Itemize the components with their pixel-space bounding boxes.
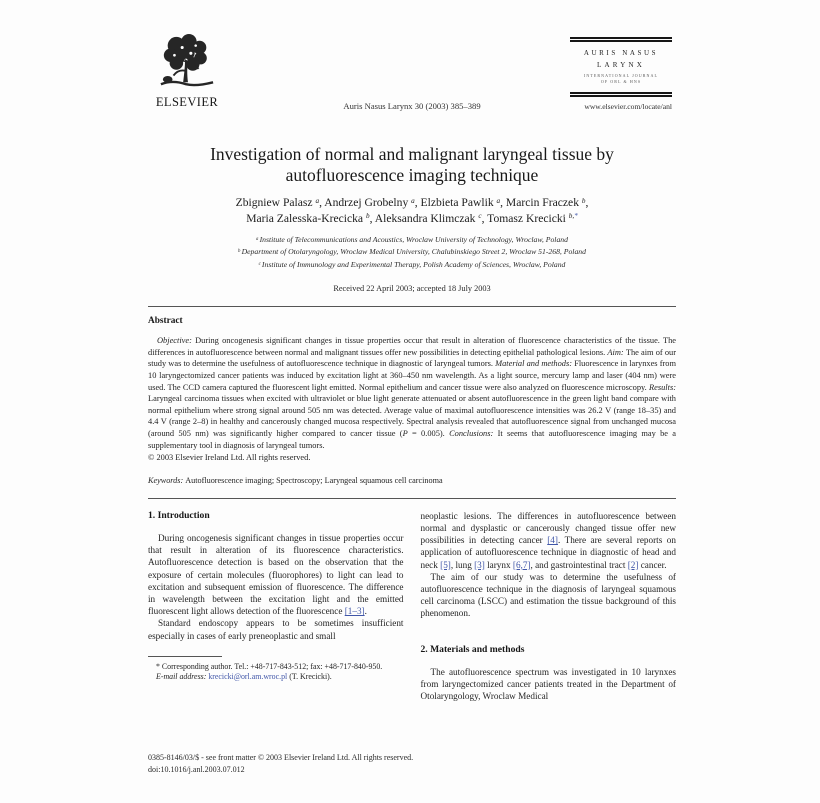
journal-title-line1: AURIS NASUS bbox=[583, 49, 659, 57]
journal-header bbox=[148, 34, 676, 118]
continuation-paragraph-1: neoplastic lesions. The differences in autofluorescence between normal and dysplastic or cancerously changed tissue offer new possibilities in detecting cancer [4]. There are several reports on application of autofluorescence technique in diagnostic of head and neck [5], lung [3] larynx [6,7], and gastrointestinal tract [2] cancer. bbox=[420, 510, 676, 570]
citation-link-3[interactable]: [3] bbox=[474, 559, 485, 570]
journal-cover-box bbox=[570, 37, 672, 97]
journal-subtitle-line2: OF ORL & HNS bbox=[600, 79, 642, 84]
affiliation-b: $^b$ Department of Otolaryngology, Wroclaw Medical University, Chalubinskiego Street 2, Wroclaw 51-268, Poland bbox=[238, 247, 586, 257]
publisher-name: ELSEVIER bbox=[155, 95, 219, 109]
journal-subtitle-line1: INTERNATIONAL JOURNAL bbox=[583, 73, 659, 78]
corresponding-author-note: * Corresponding author. Tel.: +48-717-843-512; fax: +48-717-840-950. bbox=[156, 661, 383, 671]
left-column bbox=[148, 510, 404, 703]
abstract-top-rule bbox=[148, 306, 676, 307]
received-dates: Received 22 April 2003; accepted 18 July 2003 bbox=[333, 284, 491, 294]
journal-citation: Auris Nasus Larynx 30 (2003) 385–389 bbox=[343, 101, 481, 111]
introduction-paragraph-1: During oncogenesis significant changes in tissue properties occur that result in alteration of its fluorescence characteristics. Autofluorescence detection is based on the observation that the exposure of certain molecules (fluorophores) to light can lead to excitation and subsequent emission of fluorescence. The difference in wavelength between the excitation light and the emitted fluorescent light allows detection of the fluorescence [1–3]. bbox=[148, 532, 404, 617]
authors-line-1: Zbigniew Palasz $^a$, Andrzej Grobelny $^a$, Elzbieta Pawlik $^a$, Marcin Fraczek $^b$, bbox=[235, 196, 589, 209]
two-column-body bbox=[148, 510, 676, 703]
materials-paragraph-1: The autofluorescence spectrum was investigated in 10 larynxes from laryngectomized cancer patients treated in the Department of Otolaryngology, Wroclaw Medical bbox=[420, 666, 676, 702]
authors-line-2: Maria Zalesska-Krecicka $^b$, Aleksandra Klimczak $^c$, Tomasz Krecicki $^{b,*}$ bbox=[246, 211, 578, 225]
elsevier-tree-icon bbox=[158, 34, 216, 90]
citation-link-2[interactable]: [2] bbox=[627, 559, 639, 570]
email-line: E-mail address: krecicki@orl.am.wroc.pl (T. Krecicki). bbox=[156, 672, 332, 682]
footnote-rule bbox=[148, 656, 222, 657]
corresponding-author-mark[interactable]: * bbox=[574, 212, 578, 221]
section-heading-introduction: 1. Introduction bbox=[148, 509, 210, 521]
copyright-line: © 2003 Elsevier Ireland Ltd. All rights reserved. bbox=[148, 453, 311, 463]
affiliations-block bbox=[148, 235, 676, 272]
aim-paragraph: The aim of our study was to determine the usefulness of autofluorescence technique in the diagnosis of laryngeal squamous cell carcinoma (LSCC) and estimation the tissue background of this phenomenon. bbox=[420, 571, 676, 619]
elsevier-logo bbox=[152, 34, 222, 110]
issn-line: 0385-8146/03/$ - see front matter © 2003 Elsevier Ireland Ltd. All rights reserved. bbox=[148, 753, 414, 762]
introduction-paragraph-2: Standard endoscopy appears to be sometimes insufficient especially in cases of early preneoplastic and small bbox=[148, 618, 404, 641]
citation-link-5[interactable]: [5] bbox=[440, 559, 451, 570]
affiliation-c: $^c$ Institute of Immunology and Experimental Therapy, Polish Academy of Sciences, Wroclaw, Poland bbox=[258, 259, 566, 269]
doi-line: doi:10.1016/j.anl.2003.07.012 bbox=[148, 764, 245, 774]
keywords-bottom-rule bbox=[148, 498, 676, 499]
email-link[interactable]: krecicki@orl.am.wroc.pl bbox=[208, 672, 288, 682]
journal-website-link[interactable]: www.elsevier.com/locate/anl bbox=[584, 102, 672, 111]
article-title: Investigation of normal and malignant laryngeal tissue by autofluorescence imaging technique bbox=[210, 144, 614, 185]
affiliation-a: $^a$ Institute of Telecommunications and Acoustics, Wroclaw University of Technology, Wroclaw, Poland bbox=[256, 235, 568, 244]
front-matter-footer bbox=[148, 752, 413, 775]
journal-title-line2: LARYNX bbox=[597, 61, 645, 69]
abstract-heading: Abstract bbox=[148, 316, 183, 327]
citation-link-4[interactable]: [4] bbox=[547, 535, 558, 546]
citation-link-6-7[interactable]: [6,7] bbox=[512, 559, 531, 570]
authors-block bbox=[148, 196, 676, 227]
journal-cover bbox=[570, 37, 672, 111]
right-column bbox=[421, 510, 677, 703]
citation-link-1-3[interactable]: [1–3] bbox=[344, 606, 365, 617]
keywords-line: Keywords: Autofluorescence imaging; Spectroscopy; Laryngeal squamous cell carcinoma bbox=[148, 475, 443, 485]
abstract-body: Objective: During oncogenesis significant changes in tissue properties occur that result in alteration of fluorescence characteristics of the tissue. The differences in autofluorescence between normal and malignant tissues offer new possibilities in detecting epithelial pathological lesions. Aim: The aim of our study was to determine the usefulness of autofluorescence technique in diagnostic of laryngeal tumors. Material and methods: Fluorescence in larynxes from 10 laryngectomized cancer patients was induced by excitation light at 360–450 nm wavelength. As a light source, mercury lamp and laser (404 nm) were used. The CCD camera captured the fluorescent light emitted. Normal epithelium and cancer tissue were also analyzed on fluorescence microscopy. Results: Laryngeal carcinoma tissues when excited with ultraviolet or blue light generate attenuated or absent autofluorescence in the green light band compare with normal epithelium where strong signal around 505 nm was detected. Average value of maximal autofluorescence intensities was 26.2 V (range 18–35) and 4.4 V (range 2–8) in healthy and cancerously changed mucosa respectively. Spectral analysis revealed that autofluorescence signal from unchanged mucosa (around 505 nm) was significantly higher compared to cancer tissue (P = 0.005). Conclusions: It seems that autofluorescence imaging may be a supplementary tool in diagnosis of laryngeal tumors. bbox=[148, 336, 676, 450]
section-heading-materials: 2. Materials and methods bbox=[420, 643, 525, 655]
footnote-block bbox=[148, 656, 404, 683]
